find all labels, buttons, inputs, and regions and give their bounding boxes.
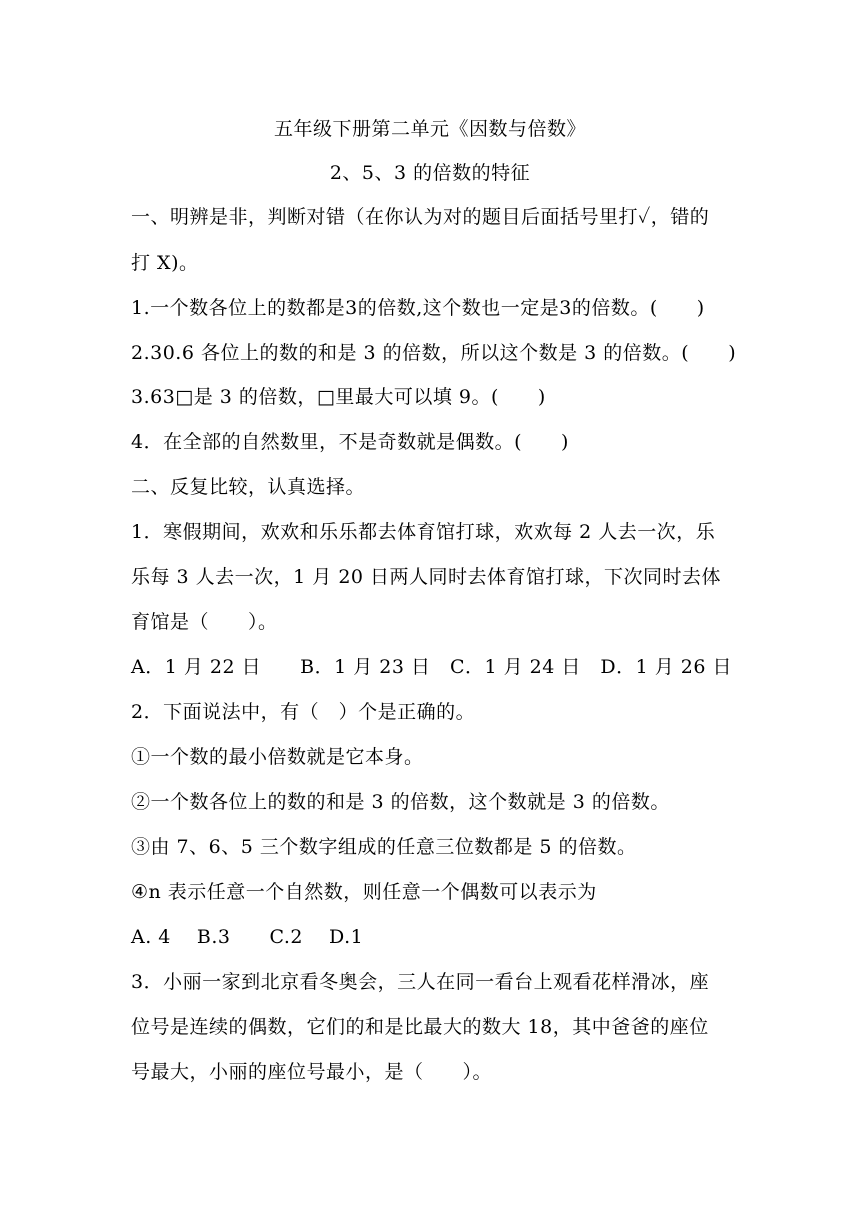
choice-q1-line3: 育馆是（ ）。 bbox=[131, 611, 278, 633]
choice-q2-statement-4: ④n 表示任意一个自然数，则任意一个偶数可以表示为 bbox=[131, 881, 597, 903]
section1-heading-cont: 打 X)。 bbox=[131, 252, 199, 274]
choice-q2-options: A. 4 B.3 C.2 D.1 bbox=[131, 926, 364, 948]
judge-item-1: 1.一个数各位上的数都是3的倍数,这个数也一定是3的倍数。( ) bbox=[131, 297, 705, 319]
section1-heading: 一、明辨是非，判断对错（在你认为对的题目后面括号里打✓，错的 bbox=[131, 206, 710, 228]
choice-q3-line1: 3．小丽一家到北京看冬奥会，三人在同一看台上观看花样滑冰，座 bbox=[131, 971, 710, 993]
choice-q3-line2: 位号是连续的偶数，它们的和是比最大的数大 18，其中爸爸的座位 bbox=[131, 1016, 709, 1038]
choice-q2-statement-2: ②一个数各位上的数的和是 3 的倍数，这个数就是 3 的倍数。 bbox=[131, 791, 670, 813]
choice-q1-options: A．1 月 22 日 B．1 月 23 日 C．1 月 24 日 D．1 月 26 日 bbox=[131, 656, 732, 678]
judge-item-4: 4．在全部的自然数里，不是奇数就是偶数。( ) bbox=[131, 431, 569, 453]
document-title: 五年级下册第二单元《因数与倍数》 bbox=[273, 118, 586, 140]
choice-q2-stem: 2．下面说法中，有（ ）个是正确的。 bbox=[131, 701, 476, 723]
judge-item-2: 2.30.6 各位上的数的和是 3 的倍数，所以这个数是 3 的倍数。( ) bbox=[131, 342, 737, 364]
section2-heading: 二、反复比较，认真选择。 bbox=[131, 476, 366, 498]
choice-q2-statement-3: ③由 7、6、5 三个数字组成的任意三位数都是 5 的倍数。 bbox=[131, 836, 637, 858]
judge-item-3: 3.63□是 3 的倍数，□里最大可以填 9。( ) bbox=[131, 386, 546, 408]
choice-q1-line1: 1．寒假期间，欢欢和乐乐都去体育馆打球，欢欢每 2 人去一次，乐 bbox=[131, 521, 716, 543]
choice-q1-line2: 乐每 3 人去一次，1 月 20 日两人同时去体育馆打球，下次同时去体 bbox=[131, 566, 722, 588]
choice-q3-line3: 号最大，小丽的座位号最小，是（ ）。 bbox=[131, 1061, 493, 1083]
document-subtitle: 2、5、3 的倍数的特征 bbox=[329, 162, 531, 184]
choice-q2-statement-1: ①一个数的最小倍数就是它本身。 bbox=[131, 746, 424, 768]
